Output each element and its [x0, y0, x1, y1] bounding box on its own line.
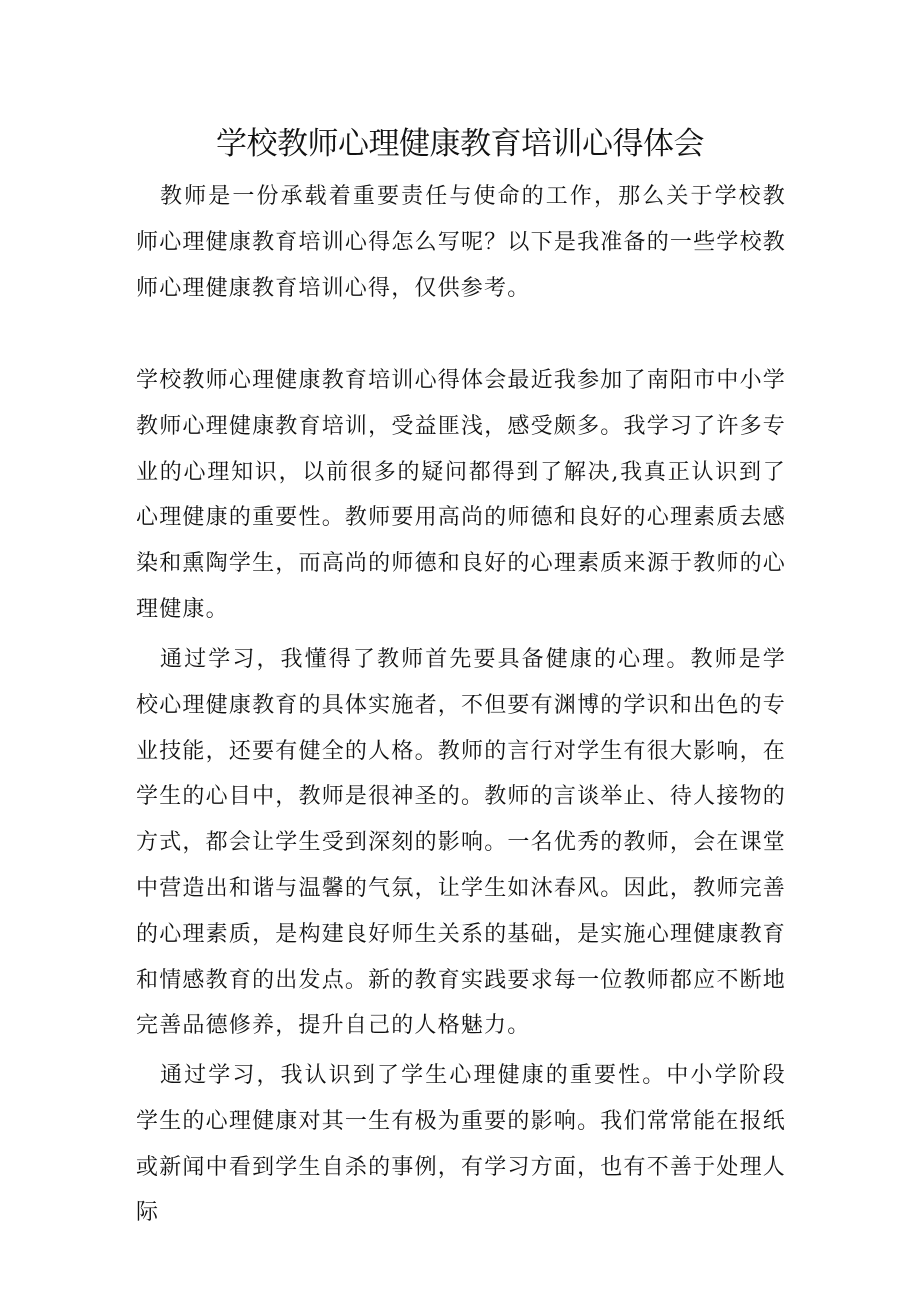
body-paragraph-2: 通过学习，我懂得了教师首先要具备健康的心理。教师是学校心理健康教育的具体实施者，不但要有渊博的学识和出色的专业技能，还要有健全的人格。教师的言行对学生有很大影响，在学生的心目中，教师是很神圣的。教师的言谈举止、待人接物的方式，都会让学生受到深刻的影响。一名优秀的教师，会在课堂中营造出和谐与温馨的气氛，让学生如沐春风。因此，教师完善的心理素质，是构建良好师生关系的基础，是实施心理健康教育和情感教育的出发点。新的教育实践要求每一位教师都应不断地完善品德修养，提升自己的人格魅力。 — [136, 647, 786, 1039]
body-paragraph-3: 通过学习，我认识到了学生心理健康的重要性。中小学阶段学生的心理健康对其一生有极为重要的影响。我们常常能在报纸或新闻中看到学生自杀的事例，有学习方面，也有不善于处理人际 — [136, 1063, 786, 1226]
intro-paragraph: 教师是一份承载着重要责任与使命的工作，那么关于学校教师心理健康教育培训心得怎么写呢？以下是我准备的一些学校教师心理健康教育培训心得，仅供参考。 — [136, 184, 786, 301]
body-paragraph-1: 学校教师心理健康教育培训心得体会最近我参加了南阳市中小学教师心理健康教育培训，受益匪浅，感受颇多。我学习了许多专业的心理知识，以前很多的疑问都得到了解决,我真正认识到了心理健康的重要性。教师要用高尚的师德和良好的心理素质去感染和熏陶学生，而高尚的师德和良好的心理素质来源于教师的心理健康。 — [136, 368, 786, 622]
document-title: 学校教师心理健康教育培训心得体会 — [216, 126, 704, 162]
